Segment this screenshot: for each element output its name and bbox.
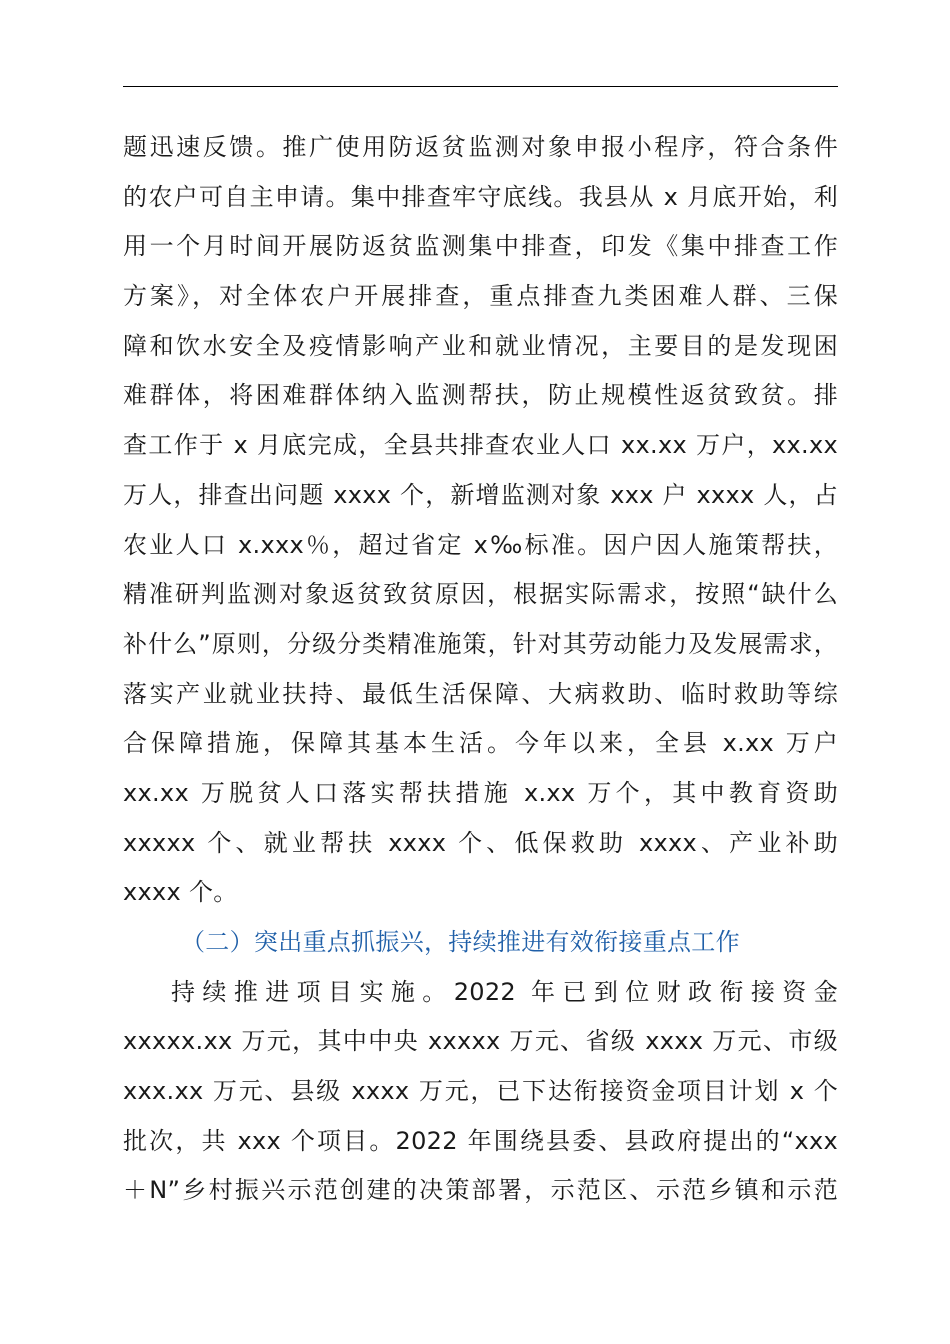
header-rule: [123, 86, 838, 87]
body-line-last: xxxx 个。: [123, 878, 238, 907]
body-line: 查工作于 x 月底完成，全县共排查农业人口 xx.xx 万户，xx.xx: [123, 431, 838, 460]
body-line: 用一个月时间开展防返贫监测集中排查，印发《集中排查工作: [123, 232, 838, 261]
body-line: 农业人口 x.xxx％，超过省定 x‰标准。因户因人施策帮扶，: [123, 530, 838, 559]
body-line: xxxxx 个、就业帮扶 xxxx 个、低保救助 xxxx、产业补助: [123, 828, 838, 857]
body-line: 精准研判监测对象返贫致贫原因，根据实际需求，按照“缺什么: [123, 580, 838, 609]
body-line: 万人，排查出问题 xxxx 个，新增监测对象 xxx 户 xxxx 人，占: [123, 480, 838, 509]
body-line: 的农户可自主申请。集中排查牢守底线。我县从 x 月底开始，利: [123, 182, 838, 211]
body-line: 合保障措施，保障其基本生活。今年以来，全县 x.xx 万户: [123, 729, 838, 758]
body-line: 障和饮水安全及疫情影响产业和就业情况，主要目的是发现困: [123, 331, 838, 360]
section-line: ＋N”乡村振兴示范创建的决策部署，示范区、示范乡镇和示范: [123, 1176, 838, 1205]
body-line: xx.xx 万脱贫人口落实帮扶措施 x.xx 万个，其中教育资助: [123, 778, 838, 807]
document-body: [123, 123, 838, 1216]
body-line: 补什么”原则，分级分类精准施策，针对其劳动能力及发展需求，: [123, 629, 838, 658]
section-heading: （二）突出重点抓振兴，持续推进有效衔接重点工作: [181, 928, 740, 956]
body-line: 落实产业就业扶持、最低生活保障、大病救助、临时救助等综: [123, 679, 838, 708]
section-line: xxxxx.xx 万元，其中中央 xxxxx 万元、省级 xxxx 万元、市级: [123, 1027, 838, 1056]
body-line: 方案》，对全体农户开展排查，重点排查九类困难人群、三保: [123, 282, 838, 311]
body-line: 题迅速反馈。推广使用防返贫监测对象申报小程序，符合条件: [123, 133, 838, 161]
body-line: 难群体，将困难群体纳入监测帮扶，防止规模性返贫致贫。排: [123, 381, 838, 410]
section-line: xxx.xx 万元、县级 xxxx 万元，已下达衔接资金项目计划 x 个: [123, 1077, 838, 1106]
section-line-first: 持续推进项目实施。2022 年已到位财政衔接资金: [171, 977, 838, 1006]
section-line: 批次，共 xxx 个项目。2022 年围绕县委、县政府提出的“xxx: [123, 1126, 838, 1155]
